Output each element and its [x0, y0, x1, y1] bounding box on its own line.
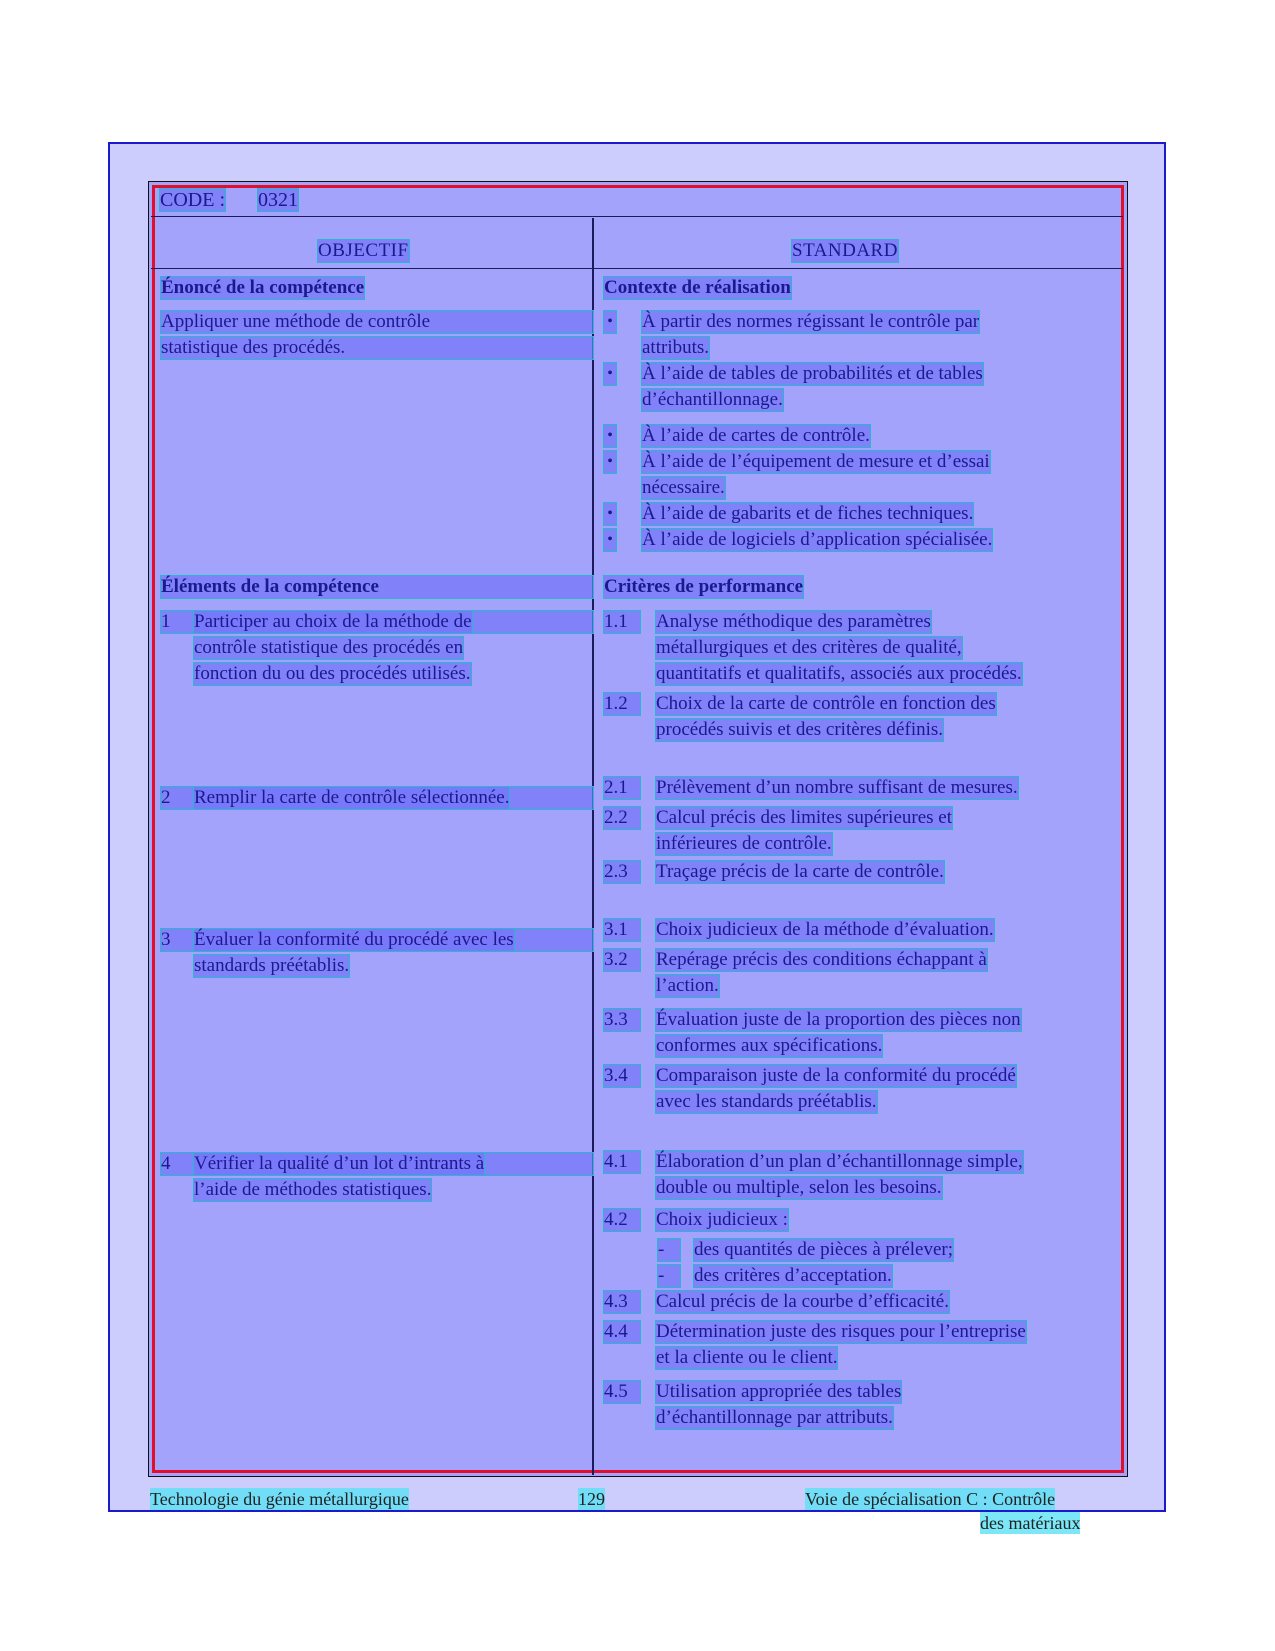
footer-specialization: Voie de spécialisation C : Contrôle — [805, 1489, 1056, 1509]
critere-text: Choix judicieux de la méthode d’évaluation. — [656, 919, 994, 940]
critere-number: 3.1 — [604, 919, 640, 941]
bullet-icon: • — [604, 363, 616, 385]
contexte-item: À l’aide de cartes de contrôle. — [642, 425, 870, 446]
element-text: Vérifier la qualité d’un lot d’intrants à — [194, 1153, 485, 1174]
critere-number: 3.2 — [604, 949, 640, 971]
critere-number: 2.2 — [604, 807, 640, 829]
critere-text: avec les standards préétablis. — [656, 1091, 877, 1112]
contexte-item: nécessaire. — [642, 477, 725, 498]
critere-number: 3.4 — [604, 1065, 640, 1087]
critere-number: 4.5 — [604, 1381, 640, 1403]
critere-text: Élaboration d’un plan d’échantillonnage simple, — [656, 1151, 1023, 1172]
critere-number: 3.3 — [604, 1009, 640, 1031]
critere-text: Choix judicieux : — [656, 1209, 788, 1230]
header-separator — [151, 268, 1123, 269]
element-number: 1 — [161, 611, 593, 633]
element-number: 2 — [161, 787, 593, 809]
contexte-item: À l’aide de tables de probabilités et de tables — [642, 363, 983, 384]
critere-text: des quantités de pièces à prélever; — [694, 1239, 954, 1260]
page-number: 129 — [578, 1489, 605, 1509]
enonce-line: Appliquer une méthode de contrôle — [161, 311, 593, 333]
code-separator — [151, 216, 1123, 217]
criteres-heading: Critères de performance — [604, 576, 804, 597]
bullet-icon: • — [604, 529, 616, 551]
critere-text: quantitatifs et qualitatifs, associés aux procédés. — [656, 663, 1022, 684]
critere-text: d’échantillonnage par attributs. — [656, 1407, 893, 1428]
bullet-icon: • — [604, 311, 616, 333]
enonce-heading: Énoncé de la compétence — [161, 277, 365, 298]
critere-text: Détermination juste des risques pour l’entreprise — [656, 1321, 1026, 1342]
critere-text: procédés suivis et des critères définis. — [656, 719, 944, 740]
critere-number: 4.1 — [604, 1151, 640, 1173]
contexte-item: d’échantillonnage. — [642, 389, 783, 410]
bullet-icon: • — [604, 503, 616, 525]
critere-text: Calcul précis de la courbe d’efficacité. — [656, 1291, 949, 1312]
critere-text: conformes aux spécifications. — [656, 1035, 883, 1056]
header-objectif: OBJECTIF — [318, 240, 409, 261]
bullet-icon: • — [604, 425, 616, 447]
contexte-item: À l’aide de gabarits et de fiches techniques. — [642, 503, 974, 524]
critere-number: 2.1 — [604, 777, 640, 799]
critere-number: 4.3 — [604, 1291, 640, 1313]
critere-text: Analyse méthodique des paramètres — [656, 611, 931, 632]
critere-text: métallurgiques et des critères de qualité, — [656, 637, 962, 658]
contexte-item: À l’aide de l’équipement de mesure et d’essai — [642, 451, 990, 472]
contexte-item: attributs. — [642, 337, 710, 358]
dash-marker: - — [658, 1265, 680, 1287]
critere-text: inférieures de contrôle. — [656, 833, 832, 854]
critere-text: l’action. — [656, 975, 719, 996]
critere-text: Traçage précis de la carte de contrôle. — [656, 861, 944, 882]
critere-text: Évaluation juste de la proportion des pièces non — [656, 1009, 1021, 1030]
critere-number: 1.2 — [604, 693, 640, 715]
footer-title: Technologie du génie métallurgique — [150, 1489, 409, 1509]
contexte-heading: Contexte de réalisation — [604, 277, 791, 298]
element-text: l’aide de méthodes statistiques. — [194, 1179, 432, 1200]
critere-number: 4.2 — [604, 1209, 640, 1231]
element-number: 3 — [161, 929, 593, 951]
critere-number: 4.4 — [604, 1321, 640, 1343]
critere-text: Choix de la carte de contrôle en fonction des — [656, 693, 996, 714]
critere-text: Utilisation appropriée des tables — [656, 1381, 902, 1402]
contexte-item: À l’aide de logiciels d’application spécialisée. — [642, 529, 993, 550]
column-divider — [592, 218, 594, 1475]
critere-text: Repérage précis des conditions échappant à — [656, 949, 987, 970]
dash-marker: - — [658, 1239, 680, 1261]
header-standard: STANDARD — [792, 240, 898, 261]
element-text: Participer au choix de la méthode de — [194, 611, 472, 632]
critere-text: double ou multiple, selon les besoins. — [656, 1177, 942, 1198]
enonce-line: statistique des procédés. — [161, 337, 593, 359]
critere-text: Prélèvement d’un nombre suffisant de mesures. — [656, 777, 1018, 798]
code-label: CODE : — [160, 189, 225, 211]
element-text: Remplir la carte de contrôle sélectionnée. — [194, 787, 510, 808]
critere-text: des critères d’acceptation. — [694, 1265, 892, 1286]
bullet-icon: • — [604, 451, 616, 473]
element-text: standards préétablis. — [194, 955, 350, 976]
critere-text: et la cliente ou le client. — [656, 1347, 838, 1368]
elements-heading: Éléments de la compétence — [161, 576, 593, 598]
footer-specialization-cont: des matériaux — [980, 1513, 1081, 1533]
element-text: Évaluer la conformité du procédé avec les — [194, 929, 514, 950]
critere-number: 2.3 — [604, 861, 640, 883]
element-text: fonction du ou des procédés utilisés. — [194, 663, 471, 684]
critere-text: Calcul précis des limites supérieures et — [656, 807, 952, 828]
element-text: contrôle statistique des procédés en — [194, 637, 464, 658]
contexte-item: À partir des normes régissant le contrôle par — [642, 311, 980, 332]
critere-text: Comparaison juste de la conformité du procédé — [656, 1065, 1016, 1086]
critere-number: 1.1 — [604, 611, 640, 633]
code-value: 0321 — [258, 189, 298, 211]
element-number: 4 — [161, 1153, 593, 1175]
